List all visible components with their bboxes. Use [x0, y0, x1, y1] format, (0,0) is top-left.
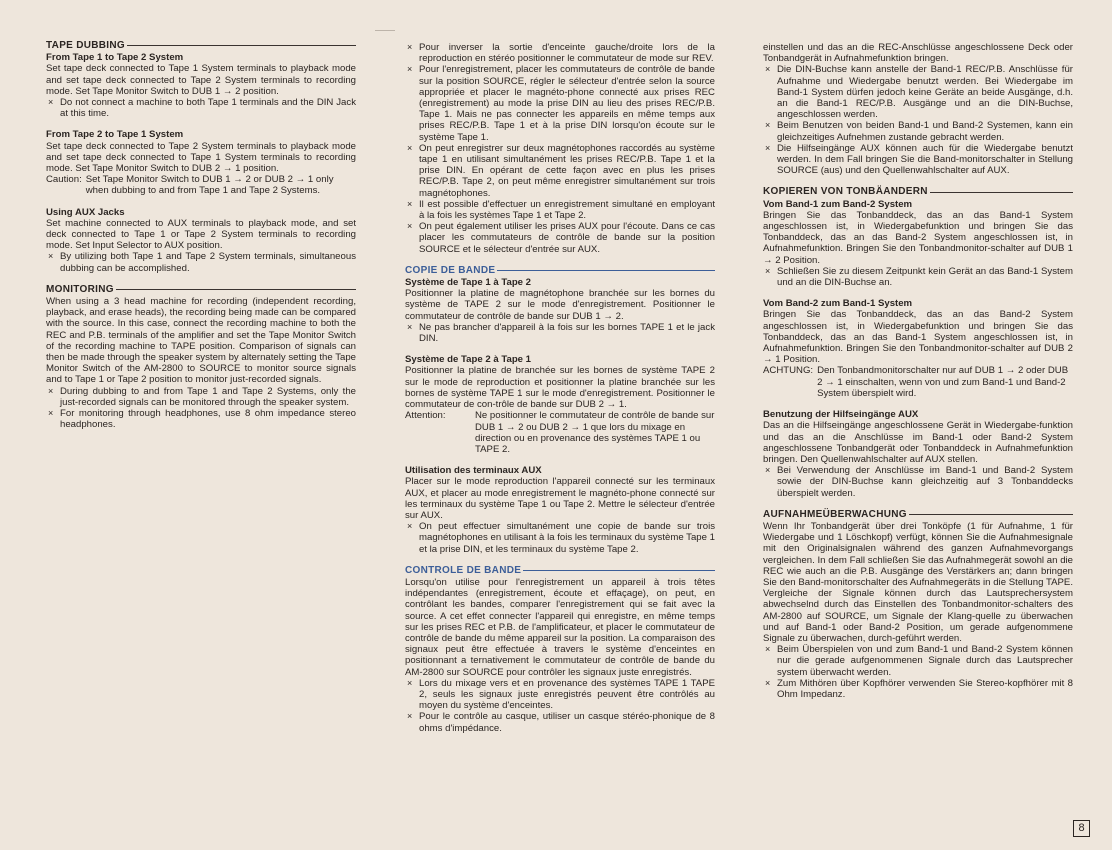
achtung-text: Den Tonbandmonitorschalter nur auf DUB 1 → 2 oder DUB 2 → 1 einschalten, wenn von und zum Band-1 und Band-2 System überspielt wird.	[817, 365, 1069, 399]
column-german	[763, 42, 1073, 700]
note-list	[405, 322, 715, 344]
note-list	[405, 42, 715, 255]
paragraph: Set tape deck connected to Tape 2 System terminals to playback mode and set tape deck connected to Tape 1 System terminals to recording mode. Set Tape Monitor Switch to DUB 2 → 1 position.	[46, 140, 356, 175]
paragraph: Placer sur le mode reproduction l'appareil connecté sur les terminaux AUX, et placer au mode enregistrement le magnéto-phone connecté sur les terminaux du système Tape 1 ou Tape 2. Mettre le sélecteur d'entrée sur AUX.	[405, 476, 715, 521]
paragraph: Positionner la platine de branchée sur les bornes de système TAPE 2 sur le mode de reproduction et positionner la platine branchée sur les bornes de système TAPE 1 sur le mode d'enregistrement. Positionner le commutateur de con-trôle de bande sur DUB 2 → 1.	[405, 365, 715, 411]
column-french	[405, 42, 715, 734]
section-tape-dubbing	[46, 40, 356, 274]
section-kopieren	[763, 186, 1073, 498]
note-item: × Ne pas brancher d'appareil à la fois sur les bornes TAPE 1 et le jack DIN.	[405, 322, 715, 344]
scan-mark	[375, 30, 395, 31]
note-item: × Zum Mithören über Kopfhörer verwenden Sie Stereo-kopfhörer mit 8 Ohm Impedanz.	[763, 678, 1073, 700]
note-item: × Pour inverser la sortie d'enceinte gauche/droite lors de la reproduction en stéréo positionner le commutateur de mode sur REV.	[405, 42, 715, 64]
paragraph: Wenn Ihr Tonbandgerät über drei Tonköpfe (1 für Aufnahme, 1 für Wiedergabe und 1 Löschkopf) verfügt, können Sie die Aufnahmesignale mit den Originalsignalen während des ganzen Aufnahmevorgangs vergleichen. In dem Fall schließen Sie das Aufnahmegerät sowohl an die REC wie auch an die P.B. Ausgänge des Verstärkers an; dann bringen Sie den Band-monitorschalter des Aufnahmegeräts in die Stellung TAPE. Vergleiche der Signale können durch das Lautsprechersystem abwechselnd durch das Einstellen des Tonbandmonitor-schalters des AM-2800 auf SOURCE, um Signale der Klang-quelle zu überwachen und auf Band-1 oder Band-2 Position, um gerade aufgenommene Signale zu überwachen, durch-geführt werden.	[763, 520, 1073, 644]
note-list	[46, 97, 356, 119]
paragraph: Bringen Sie das Tonbanddeck, das an das Band-1 System angeschlossen ist, in Wiedergabefunktion und bringen Sie das Tonbanddeck, das an das Band-2 System angeschlossen ist, in Aufnahmefunktion. Bringen Sie den Tonbandmonitor-schalter auf DUB 1 → 2 Position.	[763, 209, 1073, 266]
attention-text: Ne positionner le commutateur de contrôle de bande sur DUB 1 → 2 ou DUB 2 → 1 que lors du mixage en direction ou en provenance des systèmes TAPE 1 ou TAPE 2.	[475, 410, 715, 455]
heading-aufnahmeueberwachung: AUFNAHMEÜBERWACHUNG	[763, 509, 1073, 520]
paragraph: Set tape deck connected to Tape 1 System terminals to playback mode and set tape deck connected to Tape 2 System terminals to recording mode. Set Tape Monitor Switch to DUB 1 → 2 position.	[46, 63, 356, 97]
subheading-aux-jacks: Using AUX Jacks	[46, 206, 125, 218]
attention-block	[405, 410, 715, 455]
note-list	[46, 251, 356, 273]
achtung-block	[763, 365, 1073, 399]
note-item: × Pour le contrôle au casque, utiliser un casque stéréo-phonique de 8 ohms d'impédance.	[405, 711, 715, 733]
paragraph: Lorsqu'on utilise pour l'enregistrement un appareil à trois têtes indépendantes (enregistrement, écoute et effaçage), on peut, en contrôlant les bandes, comparer l'enregistrement qui se fait avec la source. A cet effet connecter l'appareil qui enregistre, en même temps sur les prises REC et P.B. de l'amplificateur, et placer le commutateur de contrôle de bande du même appareil sur la position. La comparaison des signaux peut être effectuée à travers le système d'enceintes en positionnant a ternativement le commutateur de contrôle de bande du AM-2800 sur SOURCE pour contrôler les signaux juste enregistrés.	[405, 576, 715, 678]
heading-monitoring: MONITORING	[46, 284, 356, 295]
subheading-hilfseingaenge: Benutzung der Hilfseingänge AUX	[763, 409, 919, 421]
paragraph: Set machine connected to AUX terminals to playback mode, and set deck connected to Tape 1 or Tape 2 System terminals to recording mode. Set Input Selector to AUX position.	[46, 217, 356, 252]
caution-text: Set Tape Monitor Switch to DUB 1 → 2 or DUB 2 → 1 only when dubbing to and from Tape 1 and Tape 2 Systems.	[85, 174, 334, 197]
page-number: 8	[1073, 820, 1090, 837]
subheading-terminaux-aux: Utilisation des terminaux AUX	[405, 465, 542, 477]
note-list	[763, 644, 1073, 700]
heading-controle-de-bande: CONTROLE DE BANDE	[405, 565, 715, 576]
section-monitoring	[46, 284, 356, 431]
note-item: × Bei Verwendung der Anschlüsse im Band-1 und Band-2 System sowie der DIN-Buchse kann gleichzeitig auf 3 Tonbanddecks überspielt werden.	[763, 465, 1073, 499]
achtung-label: ACHTUNG:	[763, 365, 814, 377]
note-item: × By utilizing both Tape 1 and Tape 2 System terminals, simultaneous dubbing can be accomplished.	[46, 251, 356, 273]
caution-block	[46, 174, 356, 196]
note-item: × On peut également utiliser les prises AUX pour l'écoute. Dans ce cas placer les commutateurs de contrôle de bande sur la position SOURCE et le sélecteur d'entrée sur AUX.	[405, 221, 715, 255]
paragraph: Positionner la platine de magnétophone branchée sur les bornes du système de TAPE 2 sur le mode d'enregistrement. Positionner le commutateur de contrôle de bande sur DUB 1 → 2.	[405, 288, 715, 322]
note-list	[763, 266, 1073, 288]
note-item: × For monitoring through headphones, use 8 ohm impedance stereo headphones.	[46, 408, 356, 430]
note-list	[405, 521, 715, 555]
note-item: × Lors du mixage vers et en provenance des systèmes TAPE 1 TAPE 2, seuls les signaux juste enregistrés peuvent être contrôlés au moyen du système d'enceintes.	[405, 678, 715, 712]
subheading-tape2-a-tape1: Système de Tape 2 à Tape 1	[405, 354, 532, 366]
note-list	[46, 386, 356, 431]
paragraph: Bringen Sie das Tonbanddeck, das an das Band-2 System angeschlossen ist, in Wiedergabefunktion und bringen Sie das Tonbanddeck, das an das Band-1 System angeschlossen ist, in Aufnahmefunktion. Bringen Sie den Tonbandmonitor-schalter auf DUB 2 → 1 Position.	[763, 309, 1073, 366]
note-item: × On peut effectuer simultanément une copie de bande sur trois magnétophones en utilisant à la fois les terminaux du système Tape 1 et la prise DIN, et les terminaux du système Tape 2.	[405, 521, 715, 555]
subheading-tape2-to-tape1: From Tape 2 to Tape 1 System	[46, 129, 184, 141]
note-item: × Do not connect a machine to both Tape 1 terminals and the DIN Jack at this time.	[46, 97, 356, 119]
paragraph: Das an die Hilfseingänge angeschlossene Gerät in Wiedergabe-funktion und das an die Anschlüsse im Band-1 oder Band-2 System angeschlossene Tonbandgerät oder Tonbanddeck in Aufnahmefunktion bringen. Den Quellenwahlschalter auf AUX stellen.	[763, 420, 1073, 465]
note-item: × Beim Benutzen von beiden Band-1 und Band-2 Systemen, kann ein gleichzeitiges Aufnehmen zustande gebracht werden.	[763, 120, 1073, 142]
note-item: × Die DIN-Buchse kann anstelle der Band-1 REC/P.B. Anschlüsse für Aufnahme und Wiedergabe benutzt werden. Bei Wiedergabe im Band-1 System dürfen jedoch keine Geräte an beide Ausgänge, d.h. an die Band-1 REC/P.B. Ausgänge und an die DIN-Buchse, angeschlossen werden.	[763, 64, 1073, 120]
heading-tape-dubbing: TAPE DUBBING	[46, 40, 356, 51]
note-item: × Schließen Sie zu diesem Zeitpunkt kein Gerät an das Band-1 System und an die DIN-Buchse an.	[763, 266, 1073, 288]
note-item: × Beim Überspielen von und zum Band-1 und Band-2 System können nur die gerade aufgenommenen Signale durch das Lautsprecher system überwacht werden.	[763, 644, 1073, 678]
subheading-band2-zum-band1: Vom Band-2 zum Band-1 System	[763, 298, 913, 310]
note-list	[763, 465, 1073, 499]
heading-copie-de-bande: COPIE DE BANDE	[405, 265, 715, 276]
subheading-tape1-to-tape2: From Tape 1 to Tape 2 System	[46, 52, 184, 64]
section-aufnahmeueberwachung	[763, 509, 1073, 700]
note-item: × Pour l'enregistrement, placer les commutateurs de contrôle de bande sur la position SOURCE, régler le sélecteur d'entrée selon la source appropriée et placer le magnéto-phone connecté aux prises REC (enregistrement) au mode la prise DIN au lieu des prises REC/P.B. Tape 1. Mais ne pas connecter les appareils en même temps aux prises REC/P.B. Tape 1 et à la prise DIN lorsqu'on écoute sur le système Tape 1.	[405, 64, 715, 142]
attention-label: Attention:	[405, 410, 446, 422]
note-list	[763, 64, 1073, 176]
paragraph: einstellen und das an die REC-Anschlüsse angeschlossene Deck oder Tonbandgerät in Aufnahmefunktion bringen.	[763, 42, 1073, 65]
section-copie-de-bande	[405, 265, 715, 555]
section-controle-de-bande	[405, 565, 715, 734]
caution-label: Caution:	[46, 174, 82, 186]
column-english	[46, 40, 356, 431]
note-item: × During dubbing to and from Tape 1 and Tape 2 Systems, only the just-recorded signals can be monitored through the speaker system.	[46, 386, 356, 408]
paragraph: When using a 3 head machine for recording (independent recording, playback, and erase heads), the recording being made can be compared with the source. In this case, connect the recording machine to both the REC and P.B. terminals of the amplifier and set the Tape Monitor Switch of the recording machine to TAPE position. Comparison of signals can then be made through the speaker system by alternately setting the Tape Monitor Switch of the AM-2800 to SOURCE to monitor source signals and to Tape 1 or Tape 2 position to monitor just-recorded signals.	[46, 296, 356, 386]
heading-kopieren: KOPIEREN VON TONBÄANDERN	[763, 186, 1073, 197]
note-item: × Die Hilfseingänge AUX können auch für die Wiedergabe benutzt werden. In dem Fall bringen Sie die Band-monitorschalter in Stellung SOURCE (aus) und den Quellenwahlschalter auf AUX.	[763, 143, 1073, 177]
subheading-band1-zum-band2: Vom Band-1 zum Band-2 System	[763, 198, 913, 210]
note-item: × On peut enregistrer sur deux magnétophones raccordés au système tape 1 en utilisant simultanément les prises REC/P.B. Tape 1 et la prise DIN. En opérant de cette façon avec en plus les prises REC/P.B. Tape 2, on peut même enregistrer simultanément sur trois magnétophones.	[405, 143, 715, 199]
note-list	[405, 678, 715, 734]
note-item: × Il est possible d'effectuer un enregistrement simultané en employant à la fois les systèmes Tape 1 et Tape 2.	[405, 199, 715, 221]
subheading-tape1-a-tape2: Système de Tape 1 à Tape 2	[405, 277, 532, 289]
